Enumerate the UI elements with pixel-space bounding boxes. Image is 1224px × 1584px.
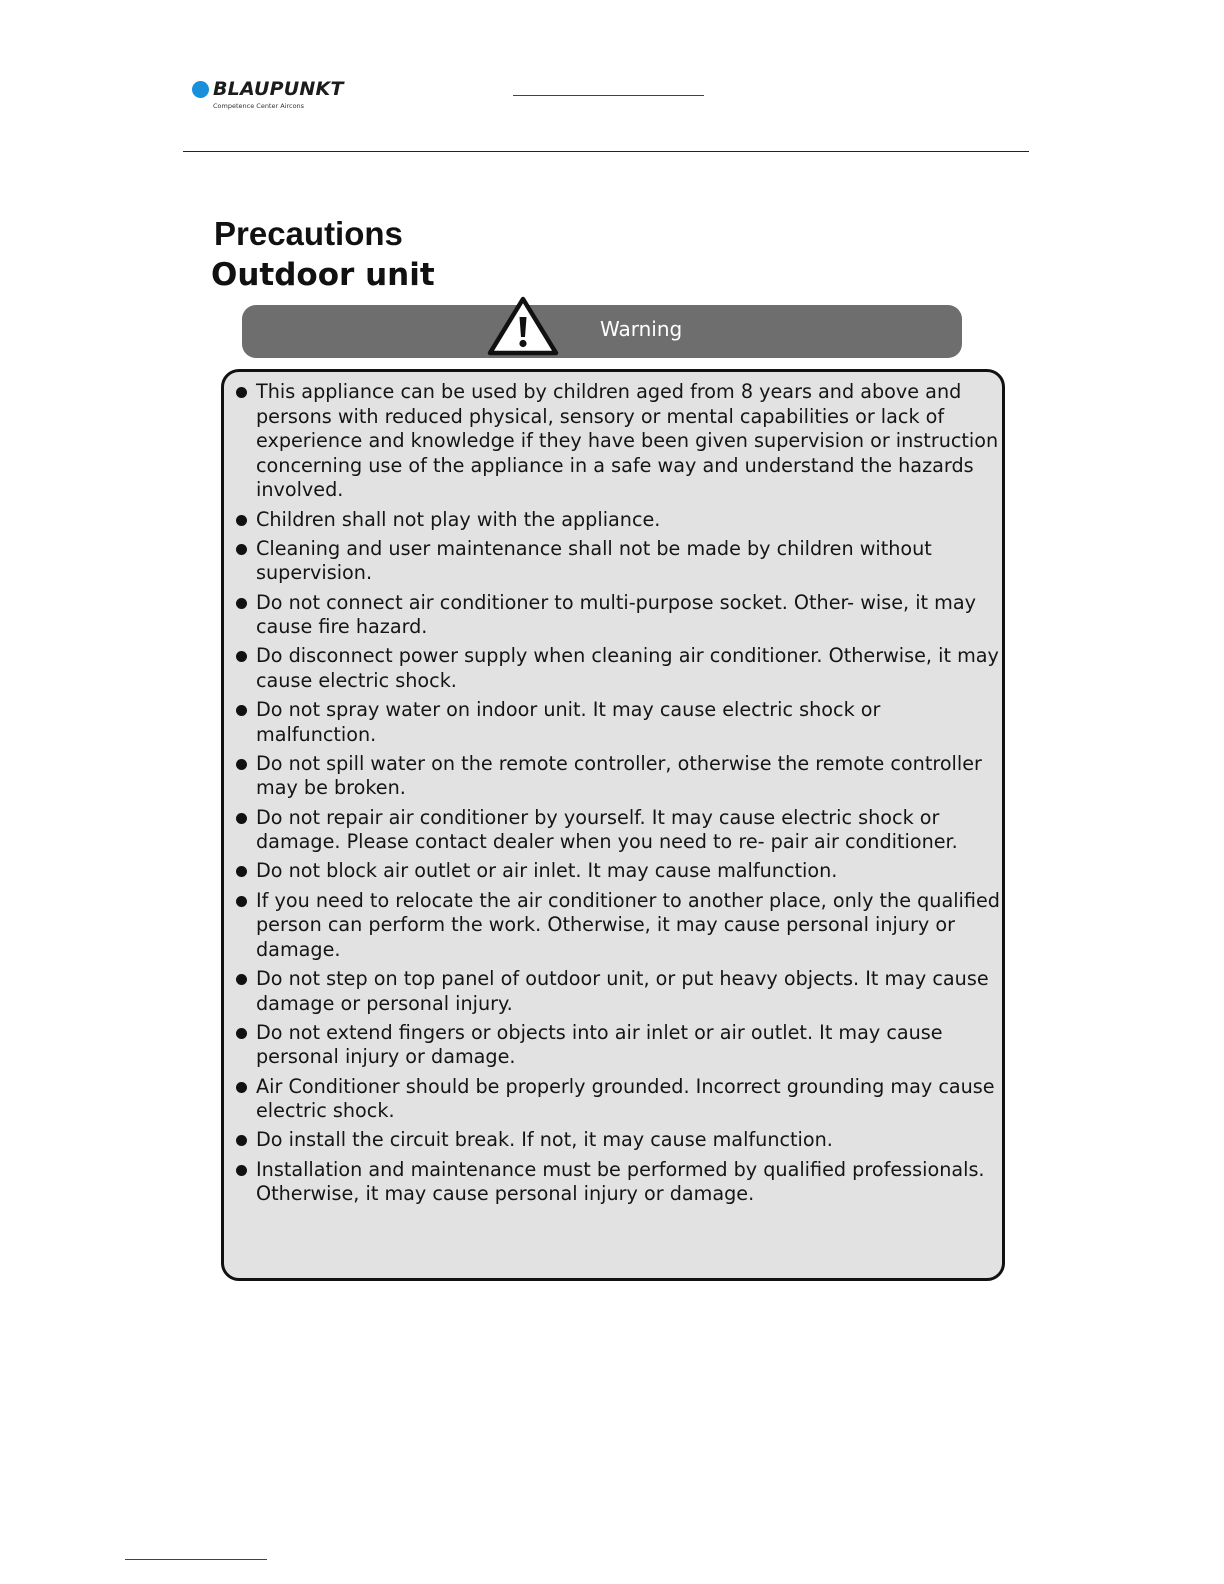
- precaution-item: [234, 1158, 1006, 1207]
- warning-label: Warning: [600, 317, 683, 341]
- precaution-text: If you need to relocate the air conditioner to another place, only the qualified person can perform the work. Otherwise, it may cause personal injury or damage.: [256, 888, 1000, 961]
- brand-logo: [192, 78, 362, 118]
- bullet-icon: [236, 759, 247, 770]
- precaution-item: [234, 380, 1006, 503]
- precaution-text: Do not block air outlet or air inlet. It may cause malfunction.: [256, 859, 838, 883]
- precaution-text: Do disconnect power supply when cleaning air conditioner. Otherwise, it may cause electric shock.: [256, 644, 999, 692]
- brand-name: BLAUPUNKT: [213, 78, 344, 100]
- header-divider: [183, 151, 1029, 152]
- bullet-icon: [236, 1135, 247, 1146]
- precaution-text: Do not extend fingers or objects into air inlet or air outlet. It may cause personal injury or damage.: [256, 1020, 943, 1069]
- bullet-icon: [236, 813, 247, 824]
- precaution-text: Do not spray water on indoor unit. It may cause electric shock or malfunction.: [256, 698, 881, 746]
- precaution-item: [234, 1021, 1006, 1070]
- precautions-panel: [221, 369, 1005, 1281]
- bullet-icon: [236, 705, 247, 716]
- precaution-text: Do not repair air conditioner by yourself. It may cause electric shock or damage. Please contact dealer when you need to re- pair air conditioner.: [256, 805, 958, 854]
- precaution-item: [234, 644, 1006, 693]
- precaution-text: Cleaning and user maintenance shall not be made by children without supervision.: [256, 536, 932, 585]
- precaution-item: [234, 752, 1006, 801]
- precaution-text: Air Conditioner should be properly grounded. Incorrect grounding may cause electric shock.: [256, 1074, 995, 1123]
- brand-tagline: Competence Center Aircons: [213, 102, 305, 110]
- bullet-icon: [236, 515, 247, 526]
- precaution-item: [234, 806, 1006, 855]
- bullet-icon: [236, 651, 247, 662]
- precaution-text: Installation and maintenance must be performed by qualified professionals. Otherwise, it may cause personal injury or damage.: [256, 1157, 985, 1206]
- page-title: Precautions: [214, 215, 403, 252]
- bullet-icon: [236, 598, 247, 609]
- bullet-icon: [236, 1082, 247, 1093]
- precaution-text: Children shall not play with the appliance.: [256, 507, 661, 531]
- precaution-item: [234, 1075, 1006, 1124]
- bullet-icon: [236, 866, 247, 877]
- warning-triangle-icon: [486, 295, 560, 357]
- precaution-item: [234, 591, 1006, 640]
- brand-logo-dot-icon: [192, 81, 209, 98]
- bullet-icon: [236, 1165, 247, 1176]
- warning-banner: [242, 305, 962, 358]
- bullet-icon: [236, 1028, 247, 1039]
- precaution-item: [234, 859, 1006, 884]
- bullet-icon: [236, 896, 247, 907]
- precaution-item: [234, 967, 1006, 1016]
- precaution-text: This appliance can be used by children aged from 8 years and above and persons with reduced physical, sensory or mental capabilities or lack of experience and knowledge if they have been given supervision or instruction concerning use of the appliance in a safe way and understand the hazards involved.: [256, 380, 999, 502]
- precautions-list: [234, 380, 1006, 1211]
- precaution-item: [234, 508, 1006, 533]
- header-link-underline: [513, 95, 704, 96]
- precaution-text: Do install the circuit break. If not, it may cause malfunction.: [256, 1128, 833, 1152]
- precaution-item: [234, 1128, 1006, 1153]
- bullet-icon: [236, 974, 247, 985]
- precaution-item: [234, 698, 1006, 747]
- precaution-item: [234, 537, 1006, 586]
- page-subtitle: Outdoor unit: [211, 257, 435, 293]
- precaution-text: Do not spill water on the remote controller, otherwise the remote controller may be broken.: [256, 751, 982, 800]
- precaution-text: Do not connect air conditioner to multi-purpose socket. Other- wise, it may cause fire hazard.: [256, 590, 976, 639]
- precaution-item: [234, 889, 1006, 963]
- bullet-icon: [236, 387, 247, 398]
- footer-link-underline: [125, 1559, 267, 1560]
- precaution-text: Do not step on top panel of outdoor unit, or put heavy objects. It may cause damage or personal injury.: [256, 967, 989, 1015]
- bullet-icon: [236, 544, 247, 555]
